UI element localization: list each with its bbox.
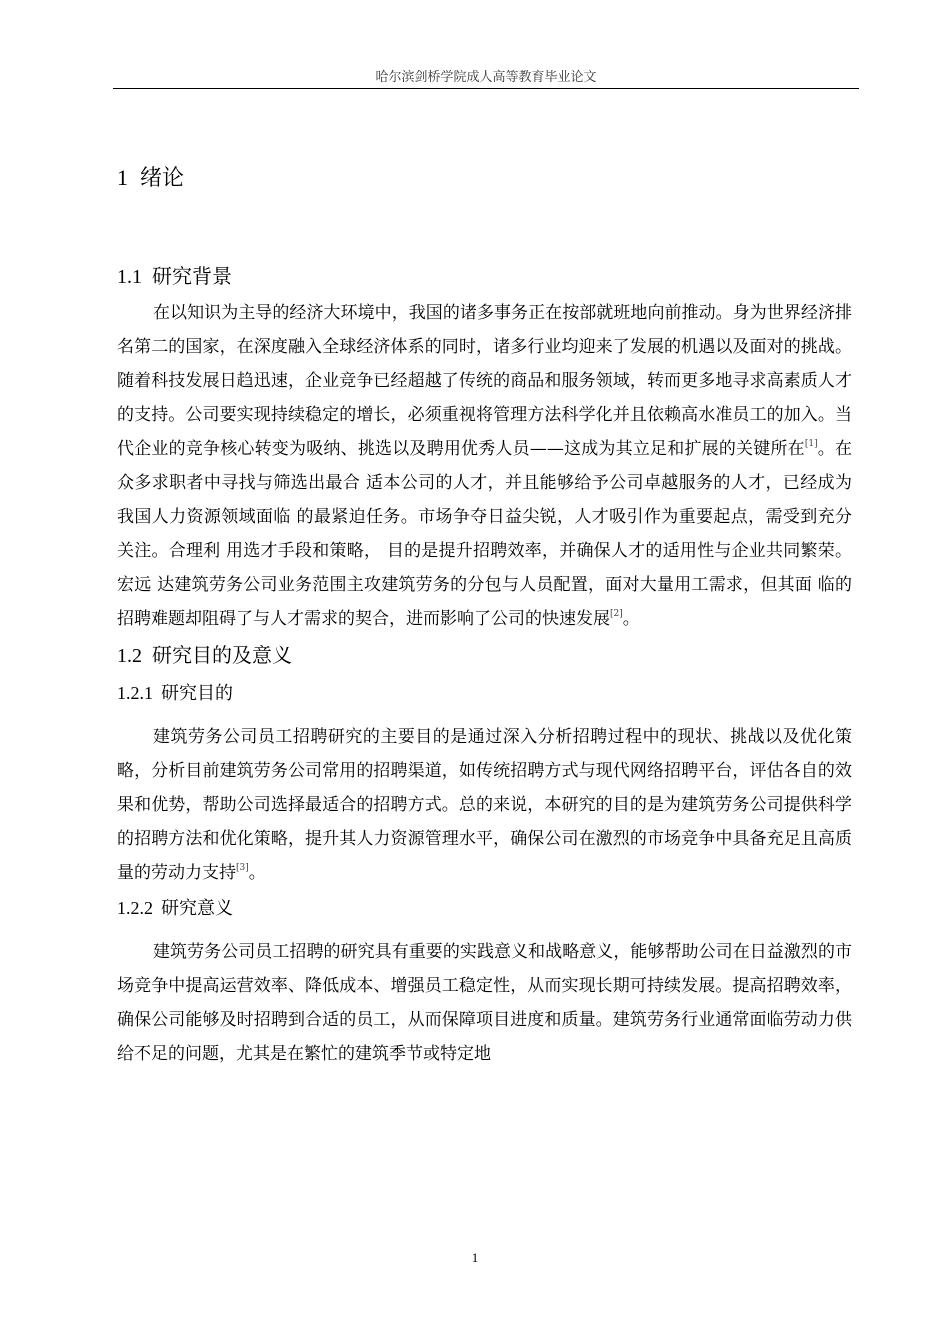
paragraph-text: 。 <box>622 609 640 629</box>
running-header: 哈尔滨剑桥学院成人高等教育毕业论文 <box>375 70 597 85</box>
section-heading-1-1 <box>117 257 852 296</box>
subsection-number: 1.2.2 <box>117 898 153 918</box>
subsection-heading-1-2-1 <box>117 675 852 712</box>
paragraph-research-background <box>117 296 852 636</box>
section-number: 1.1 <box>117 266 142 288</box>
section-heading-1-2 <box>117 636 852 675</box>
paragraph-research-purpose <box>117 720 852 890</box>
paragraph-text: 。在众多求职者中寻找与筛选出最合 适本公司的人才，并且能够给予公司卓越服务的人才，已经成为我国人力资源领域面临 的最紧迫任务。市场争夺日益尖锐，人才吸引作为重要起点，需受到充分关注。合理利 用选才手段和策略， 目的是提升招聘效率，并确保人才的适用性与企业共同繁荣。宏远 达建筑劳务公司业务范围主攻建筑劳务的分包与人员配置，面对大量用工需求，但其面 临的招聘难题却阻碍了与人才需求的契合，进而影响了公司的快速发展 <box>117 439 853 629</box>
subsection-title-text: 研究目的 <box>161 683 233 704</box>
page-content <box>117 160 852 1071</box>
paragraph-research-significance: 建筑劳务公司员工招聘的研究具有重要的实践意义和战略意义，能够帮助公司在日益激烈的市场竞争中提高运营效率、降低成本、增强员工稳定性，从而实现长期可持续发展。提高招聘效率，确保公司能够及时招聘到合适的员工，从而保障项目进度和质量。建筑劳务行业通常面临劳动力供给不足的问题，尤其是在繁忙的建筑季节或特定地 <box>117 942 852 1064</box>
paragraph-text: 在以知识为主导的经济大环境中，我国的诸多事务正在按部就班地向前推动。身为世界经济排名第二的国家，在深度融入全球经济体系的同时，诸多行业均迎来了发展的机遇以及面对的挑战。随着科技发展日趋迅速，企业竞争已经超越了传统的商品和服务领域，转而更多地寻求高素质人才的支持。公司要实现持续稳定的增长，必须重视将管理方法科学化并且依赖高水准员工的加入。当代企业的竞争核心转变为吸纳、挑选以及聘用优秀人员——这成为其立足和扩展的关键所在 <box>117 303 852 459</box>
header-rule <box>113 88 859 89</box>
paragraph-text: 。 <box>248 863 266 883</box>
citation-ref-3: [3] <box>236 863 249 873</box>
subsection-title-text: 研究意义 <box>161 898 233 919</box>
subsection-heading-1-2-2 <box>117 890 852 927</box>
chapter-title-text: 绪论 <box>140 166 185 191</box>
citation-ref-1: [1] <box>804 439 818 449</box>
chapter-title <box>117 160 852 197</box>
chapter-number: 1 <box>117 165 128 190</box>
subsection-number: 1.2.1 <box>117 683 153 703</box>
citation-ref-2: [2] <box>610 609 623 619</box>
section-title-text: 研究背景 <box>152 264 232 288</box>
page-number: 1 <box>471 1250 479 1265</box>
section-title-text: 研究目的及意义 <box>152 643 292 667</box>
paragraph-text: 建筑劳务公司员工招聘研究的主要目的是通过深入分析招聘过程中的现状、挑战以及优化策略，分析目前建筑劳务公司常用的招聘渠道，如传统招聘方式与现代网络招聘平台，评估各自的效果和优势，帮助公司选择最适合的招聘方式。总的来说，本研究的目的是为建筑劳务公司提供科学的招聘方法和优化策略，提升其人力资源管理水平，确保公司在激烈的市场竞争中具备充足且高质量的劳动力支持 <box>117 727 852 883</box>
section-number: 1.2 <box>117 645 142 667</box>
